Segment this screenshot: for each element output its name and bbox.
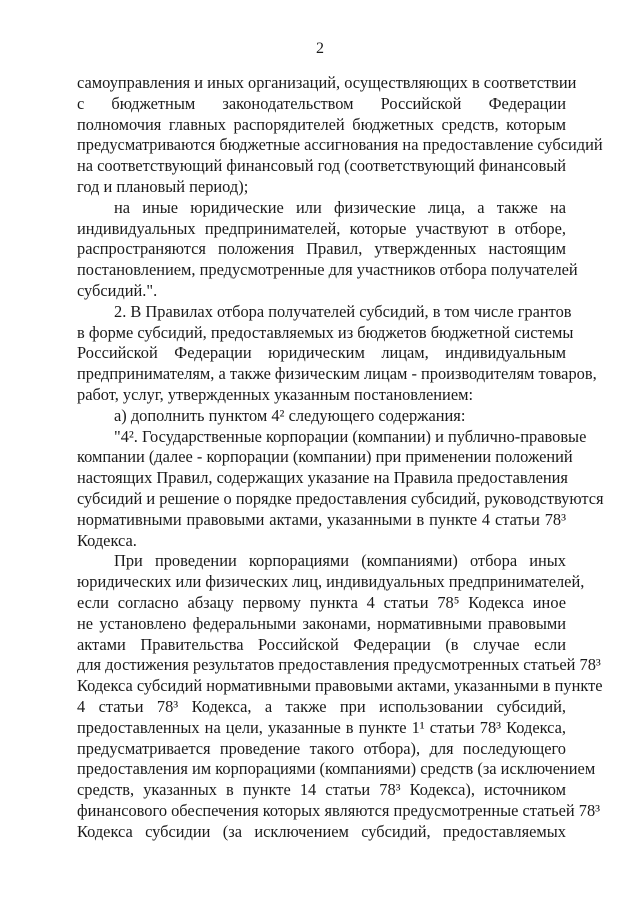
text-line: "4². Государственные корпорации (компании) и публично-правовые	[114, 426, 587, 446]
document-body	[77, 73, 604, 842]
text-line: предусматривается проведение такого отбора), для последующего	[77, 738, 566, 758]
text-line: настоящих Правил, содержащих указание на Правила предоставления	[77, 468, 568, 488]
text-line: нормативными правовыми актами, указанными в пункте 4 статьи 78³	[77, 509, 566, 529]
text-line: в форме субсидий, предоставляемых из бюджетов бюджетной системы	[77, 322, 574, 342]
text-line: субсидий.".	[77, 280, 158, 300]
text-line: 2. В Правилах отбора получателей субсидий, в том числе грантов	[114, 301, 572, 321]
text-line: распространяются положения Правил, утвержденных настоящим	[77, 239, 566, 259]
text-line: предоставления им корпорациями (компаниями) средств (за исключением	[77, 759, 596, 779]
text-line: субсидий и решение о порядке предоставления субсидий, руководствуются	[77, 488, 604, 508]
text-line: Кодекса.	[77, 530, 137, 550]
text-line: предусматриваются бюджетные ассигнования на предоставление субсидий	[77, 135, 603, 155]
page-number: 2	[316, 40, 324, 57]
text-line: Кодекса субсидии (за исключением субсидий, предоставляемых	[77, 821, 566, 841]
text-line: индивидуальных предпринимателей, которые участвуют в отборе,	[77, 218, 566, 238]
text-line: предоставленных на цели, указанные в пункте 1¹ статьи 78³ Кодекса,	[77, 717, 566, 737]
text-line: При проведении корпорациями (компаниями) отбора иных	[114, 551, 566, 571]
text-line: юридических или физических лиц, индивидуальных предпринимателей,	[77, 572, 585, 592]
text-line: а) дополнить пунктом 4² следующего содержания:	[114, 405, 466, 425]
text-line: 4 статьи 78³ Кодекса, а также при использовании субсидий,	[77, 696, 566, 716]
text-line: для достижения результатов предоставления предусмотренных статьей 78³	[77, 655, 601, 675]
text-line: работ, услуг, утвержденных указанным постановлением:	[77, 384, 474, 404]
text-line: если согласно абзацу первому пункта 4 статьи 78⁵ Кодекса иное	[77, 592, 566, 612]
text-line: финансового обеспечения которых являются предусмотренные статьей 78³	[77, 800, 601, 820]
text-line: не установлено федеральными законами, нормативными правовыми	[77, 613, 566, 633]
text-line: Российской Федерации юридическим лицам, индивидуальным	[77, 343, 566, 363]
text-line: на соответствующий финансовый год (соответствующий финансовый	[77, 156, 567, 176]
text-line: самоуправления и иных организаций, осуществляющих в соответствии	[77, 73, 577, 92]
text-line: на иные юридические или физические лица, а также на	[114, 197, 566, 217]
text-line: предпринимателям, а также физическим лицам - производителям товаров,	[77, 364, 597, 384]
text-line: актами Правительства Российской Федерации (в случае если	[77, 634, 566, 654]
text-line: средств, указанных в пункте 14 статьи 78³ Кодекса), источником	[77, 780, 566, 800]
text-line: постановлением, предусмотренные для участников отбора получателей	[77, 260, 578, 280]
text-line: компании (далее - корпорации (компании) при применении положений	[77, 447, 573, 467]
text-line: полномочия главных распорядителей бюджетных средств, которым	[77, 114, 566, 134]
text-line: год и плановый период);	[77, 176, 249, 196]
text-line: Кодекса субсидий нормативными правовыми актами, указанными в пункте	[77, 676, 603, 696]
text-line: с бюджетным законодательством Российской Федерации	[77, 93, 566, 113]
